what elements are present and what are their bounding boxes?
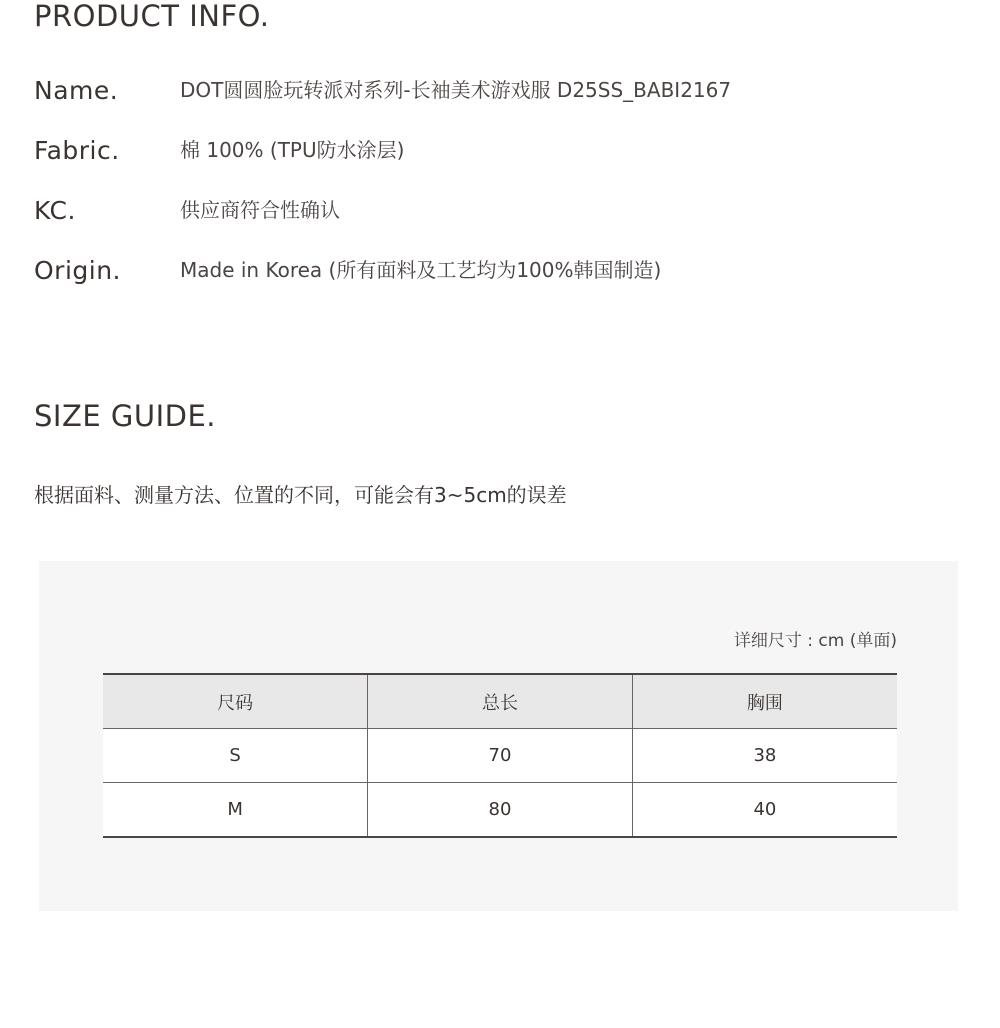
- size-guide-title: SIZE GUIDE.: [34, 399, 216, 433]
- info-label-origin: Origin.: [34, 256, 122, 285]
- header-total-length: 总长: [368, 674, 633, 729]
- info-row-origin: [34, 254, 974, 288]
- info-row-name: [34, 74, 974, 108]
- info-value-origin: Made in Korea (所有面料及工艺均为100%韩国制造): [180, 258, 662, 282]
- info-label-fabric: Fabric.: [34, 136, 120, 165]
- cell-size: S: [103, 729, 368, 783]
- cell-size: M: [103, 783, 368, 838]
- header-chest: 胸围: [632, 674, 897, 729]
- info-label-name: Name.: [34, 76, 119, 105]
- info-value-name: DOT圆圆脸玩转派对系列-长袖美术游戏服 D25SS_BABI2167: [180, 78, 732, 102]
- size-table-panel: [39, 561, 958, 911]
- table-row: [103, 783, 897, 838]
- unit-note: 详细尺寸 : cm (单面): [733, 631, 897, 651]
- cell-chest: 38: [632, 729, 897, 783]
- info-row-kc: [34, 194, 974, 228]
- cell-chest: 40: [632, 783, 897, 838]
- table-header-row: [103, 674, 897, 729]
- table-row: [103, 729, 897, 783]
- info-row-fabric: [34, 134, 974, 168]
- info-value-kc: 供应商符合性确认: [180, 198, 340, 222]
- product-info-title: PRODUCT INFO.: [34, 0, 270, 33]
- cell-total-length: 80: [368, 783, 633, 838]
- size-table: [103, 673, 897, 838]
- info-label-kc: KC.: [34, 196, 76, 225]
- cell-total-length: 70: [368, 729, 633, 783]
- header-size: 尺码: [103, 674, 368, 729]
- size-guide-note: 根据面料、测量方法、位置的不同，可能会有3~5cm的误差: [34, 483, 567, 507]
- info-value-fabric: 棉 100% (TPU防水涂层): [180, 138, 405, 162]
